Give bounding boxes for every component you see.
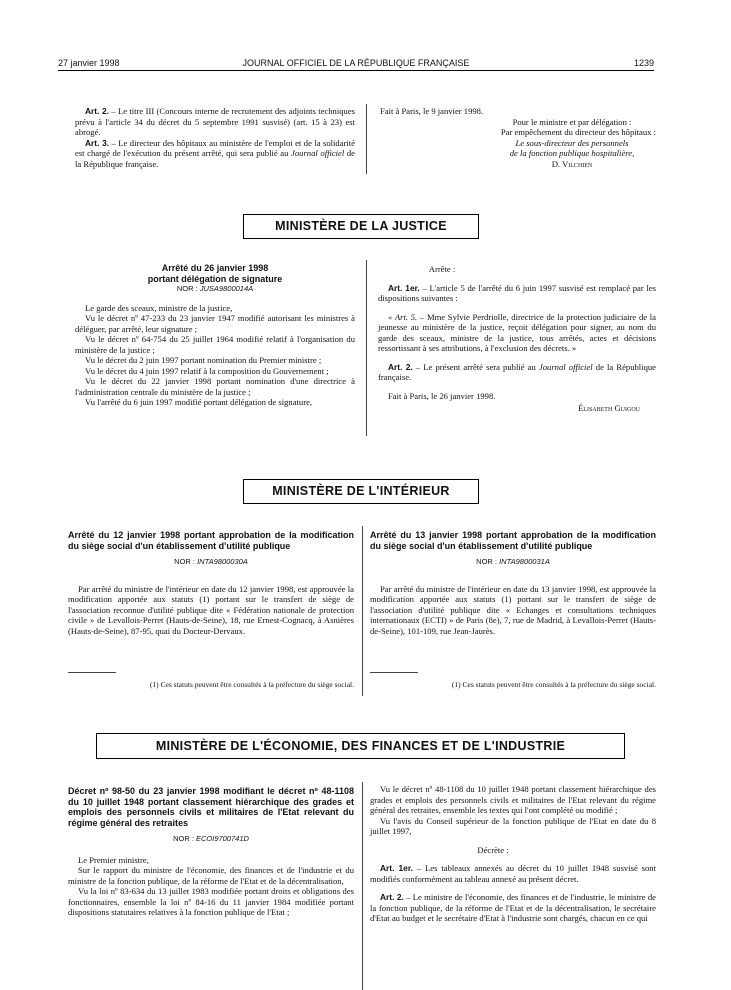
top-left-column	[75, 106, 355, 169]
header-date: 27 janvier 1998	[58, 58, 120, 68]
economie-paragraph: Sur le rapport du ministre de l'économie, des finances et de l'industrie et du ministre de la fonction publique, de la réforme de l'Etat et de la décentralisation,	[68, 865, 354, 886]
interieur-left-nor: NOR : INTA9800030A	[174, 557, 248, 566]
top-signature-name: D. Vilchien	[551, 158, 593, 169]
interieur-right-footnote: (1) Ces statuts peuvent être consultés à la préfecture du siège social.	[451, 680, 656, 689]
justice-paragraph: Vu le décret du 4 juin 1997 relatif à la composition du Gouvernement ;	[85, 365, 329, 376]
interieur-right-column	[370, 530, 656, 636]
interieur-right-body: Par arrêté du ministre de l'intérieur en date du 13 janvier 1998, est approuvée la modification apportée aux statuts (1) portant sur le transfert de siège de l'association d'utilité publique dite « Echanges et consultations techniques internationaux (ECTI) » de Paris (8e), 7, rue de Madrid, à Levallois-Perret (Hauts-de-Seine), 101-109, rue Jean-Jaurès.	[370, 583, 656, 636]
justice-paragraph: Le garde des sceaux, ministre de la justice,	[85, 302, 233, 313]
economie-left-column	[68, 786, 354, 918]
justice-paragraph: Vu le décret du 2 juin 1997 portant nomination du Premier ministre ;	[85, 355, 322, 365]
justice-article-1: Art. 1er. – L'article 5 de l'arrêté du 6 juin 1997 susvisé est remplacé par les dispositions suivantes :	[378, 282, 656, 303]
interieur-left-body: Par arrêté du ministre de l'intérieur en date du 12 janvier 1998, est approuvée la modification apportée aux statuts (1) portant sur le transfert de siège de l'association reconnue d'utilité publique dite « Fédération nationale de protection civile » de Levallois-Perret (Hauts-de-Seine), 18, rue Ernest-Cognacq, à Asnières (Hauts-de-Seine), 87-95, quai du Docteur-Dervaux.	[68, 583, 354, 636]
justice-arrete: Arrête :	[428, 264, 456, 274]
header-journal-title: JOURNAL OFFICIEL DE LA RÉPUBLIQUE FRANÇAISE	[242, 58, 470, 68]
section-heading-justice: MINISTÈRE DE LA JUSTICE	[243, 214, 479, 239]
top-column-divider	[366, 104, 367, 174]
interieur-left-title: Arrêté du 12 janvier 1998 portant approbation de la modification du siège social d'un établissement d'utilité publique	[68, 530, 354, 551]
economie-paragraph: Vu la loi nº 83-634 du 13 juillet 1983 modifiée portant droits et obligations des fonctionnaires, ensemble la loi nº 84-16 du 11 janvier 1984 modifiée portant dispositions statutaires relatives à la fonction publique de l'Etat ;	[68, 886, 354, 917]
justice-right-column	[378, 264, 656, 414]
interieur-left-footnote: (1) Ces statuts peuvent être consultés à la préfecture du siège social.	[149, 680, 354, 689]
top-signature-title: de la fonction publique hospitalière,	[509, 148, 635, 158]
justice-nor: NOR : JUSA9800014A	[176, 284, 254, 293]
economie-paragraph: Vu l'avis du Conseil supérieur de la fonction publique de l'Etat en date du 8 juillet 1997,	[370, 815, 656, 836]
interieur-right-title: Arrêté du 13 janvier 1998 portant approbation de la modification du siège social d'un établissement d'utilité publique	[370, 530, 656, 551]
justice-decree-title: Arrêté du 26 janvier 1998	[161, 263, 269, 273]
header-page-number: 1239	[633, 58, 654, 68]
justice-paragraph: Vu le décret du 22 janvier 1998 portant nomination d'une directrice à l'administration centrale du ministère de la justice ;	[75, 376, 355, 397]
top-signature-title: Le sous-directeur des personnels	[515, 137, 629, 148]
economie-column-divider	[362, 782, 363, 990]
top-fait: Fait à Paris, le 9 janvier 1998.	[380, 106, 484, 116]
justice-article-2: Art. 2. – Le présent arrêté sera publié au Journal officiel de la République française.	[378, 361, 656, 382]
top-article-3: Art. 3. – Le directeur des hôpitaux au ministère de l'emploi et de la solidarité est chargé de l'exécution du présent arrêté, qui sera publié au Journal officiel de la République française.	[75, 137, 355, 169]
justice-fait: Fait à Paris, le 26 janvier 1998.	[388, 390, 496, 401]
justice-left-column	[75, 263, 355, 408]
justice-article-5-quote: « Art. 5. – Mme Sylvie Perdriolle, directrice de la protection judiciaire de la jeunesse au ministère de la justice, reçoit délégation pour signer, au nom du garde des sceaux, ministre de la justice, tous arrêtés, actes et décisions ressortissant à ses attributions, à l'exclusion des décrets. »	[378, 311, 656, 353]
top-signature-line: Par empêchement du directeur des hôpitaux :	[500, 127, 656, 137]
economie-article-2: Art. 2. – Le ministre de l'économie, des finances et de l'industrie, le ministre de la fonction publique, de la réforme de l'Etat et de la décentralisation, le secrétaire d'Etat au budget et le secrétaire d'Etat à l'industrie sont chargés, chacun en ce qui	[370, 892, 656, 923]
footnote-rule	[370, 672, 418, 673]
justice-paragraph: Vu l'arrêté du 6 juin 1997 modifié portant délégation de signature,	[85, 397, 313, 407]
justice-paragraph: Vu le décret nº 47-233 du 23 janvier 1947 modifié autorisant les ministres à déléguer, par arrêté, leur signature ;	[75, 313, 355, 334]
header-rule	[58, 70, 654, 71]
justice-paragraph: Vu le décret nº 64-754 du 25 juillet 1964 modifié relatif à l'organisation du ministère de la justice ;	[75, 334, 355, 355]
economie-nor: NOR : ECOI9700741D	[173, 834, 249, 843]
footnote-rule	[68, 672, 116, 673]
economie-right-column	[370, 784, 656, 924]
economie-paragraph: Le Premier ministre,	[78, 854, 149, 865]
economie-decrete: Décrète :	[477, 844, 509, 855]
economie-article-1: Art. 1er. – Les tableaux annexés au décret du 10 juillet 1948 susvisé sont modifiés conformément au tableau annexé au présent décret.	[370, 863, 656, 884]
justice-column-divider	[366, 260, 367, 436]
interieur-right-nor: NOR : INTA9800031A	[476, 557, 550, 566]
interieur-column-divider	[362, 526, 363, 696]
top-signature-line: Pour le ministre et par délégation :	[512, 116, 632, 127]
section-heading-economie: MINISTÈRE DE L'ÉCONOMIE, DES FINANCES ET DE L'INDUSTRIE	[96, 733, 625, 759]
top-article-2: Art. 2. – Le titre III (Concours interne de recrutement des adjoints techniques prévu à l'article 34 du décret du 5 septembre 1991 susvisé) (art. 15 à 23) est abrogé.	[75, 106, 355, 137]
justice-decree-title: portant délégation de signature	[147, 273, 283, 284]
justice-signature: Élisabeth Guigou	[578, 403, 640, 413]
economie-paragraph: Vu le décret nº 48-1108 du 10 juillet 1948 portant classement hiérarchique des grades et emplois des personnels civils et militaires de l'Etat relevant du régime général des retraites, ensemble les textes qui l'ont complété ou modifié ;	[370, 784, 656, 815]
top-right-column	[378, 106, 656, 169]
economie-decree-title: Décret nº 98-50 du 23 janvier 1998 modifiant le décret nº 48-1108 du 10 juillet 1948 portant classement hiérarchique des grades et emplois des personnels civils et militaires de l'Etat relevant du régime général des retraites	[68, 786, 354, 828]
section-heading-interieur: MINISTÈRE DE L'INTÉRIEUR	[243, 479, 479, 504]
interieur-left-column	[68, 530, 354, 636]
